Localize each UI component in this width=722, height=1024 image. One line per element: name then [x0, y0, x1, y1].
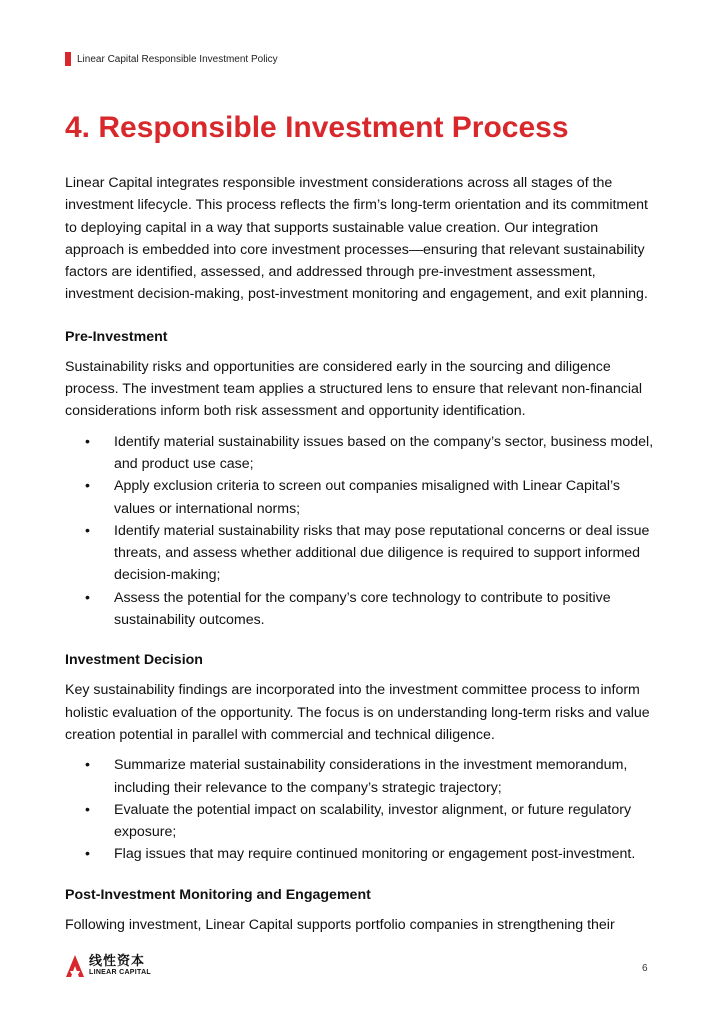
list-item — [65, 431, 660, 476]
pre-investment-bullet-list — [65, 431, 660, 632]
logo-text-cn: 线性资本 — [89, 953, 146, 968]
page-number: 6 — [642, 963, 648, 974]
bullet-icon: • — [85, 801, 90, 818]
post-investment-paragraph: Following investment, Linear Capital supports portfolio companies in strengthening their — [65, 916, 615, 933]
investment-decision-title: Investment Decision — [65, 652, 203, 669]
linear-capital-logo — [66, 954, 151, 977]
bullet-icon: • — [85, 433, 90, 450]
list-item-text: Identify material sustainability issues based on the company’s sector, business model, and product use case; — [114, 433, 654, 472]
bullet-icon: • — [85, 522, 90, 539]
list-item — [65, 754, 660, 799]
investment-decision-bullet-list — [65, 754, 660, 865]
list-item-text: Flag issues that may require continued monitoring or engagement post-investment. — [114, 846, 636, 863]
logo-text — [89, 954, 151, 977]
list-item — [65, 843, 660, 865]
pre-investment-title: Pre-Investment — [65, 328, 168, 345]
bullet-icon: • — [85, 846, 90, 863]
bullet-icon: • — [85, 757, 90, 774]
intro-paragraph: Linear Capital integrates responsible investment considerations across all stages of the investment lifecycle. This process reflects the firm’s long-term orientation and its commitment to deploying capital in a way that supports sustainable value creation. Our integration approach is embedded into core investment processes—ensuring that relevant sustainability factors are identified, assessed, and addressed through pre-investment assessment, investment decision-making, post-investment monitoring and engagement, and exit planning. — [65, 175, 648, 303]
logo-mark-icon — [66, 955, 84, 977]
list-item — [65, 475, 660, 520]
pre-investment-paragraph: Sustainability risks and opportunities are considered early in the sourcing and diligence process. The investment team applies a structured lens to ensure that relevant non-financial considerations inform both risk assessment and opportunity identification. — [65, 358, 643, 420]
header-title: Linear Capital Responsible Investment Policy — [77, 53, 278, 65]
list-item-text: Evaluate the potential impact on scalability, investor alignment, or future regulatory exposure; — [114, 801, 632, 841]
bullet-icon: • — [85, 589, 90, 606]
logo-text-en: LINEAR CAPITAL — [89, 969, 152, 976]
list-item-text: Summarize material sustainability considerations in the investment memorandum, including their relevance to the company’s strategic trajectory; — [114, 757, 628, 796]
header-accent-mark — [65, 52, 71, 66]
list-item — [65, 799, 660, 844]
list-item-text: Apply exclusion criteria to screen out companies misaligned with Linear Capital’s values or international norms; — [114, 478, 621, 517]
bullet-icon: • — [85, 478, 90, 495]
main-content — [65, 172, 660, 936]
list-item-text: Assess the potential for the company’s core technology to contribute to positive sustainability outcomes. — [114, 589, 611, 629]
investment-decision-paragraph: Key sustainability findings are incorporated into the investment committee process to inform holistic evaluation of the opportunity. The focus is on understanding long-term risks and value creation potential in parallel with commercial and technical diligence. — [65, 682, 650, 743]
list-item — [65, 587, 660, 632]
post-investment-title: Post-Investment Monitoring and Engagement — [65, 886, 371, 903]
section-heading: 4. Responsible Investment Process — [65, 111, 569, 144]
list-item — [65, 520, 660, 587]
page-header — [65, 52, 278, 66]
list-item-text: Identify material sustainability risks that may pose reputational concerns or deal issue threats, and assess whether additional due diligence is required to support informed decision-making; — [114, 522, 650, 584]
